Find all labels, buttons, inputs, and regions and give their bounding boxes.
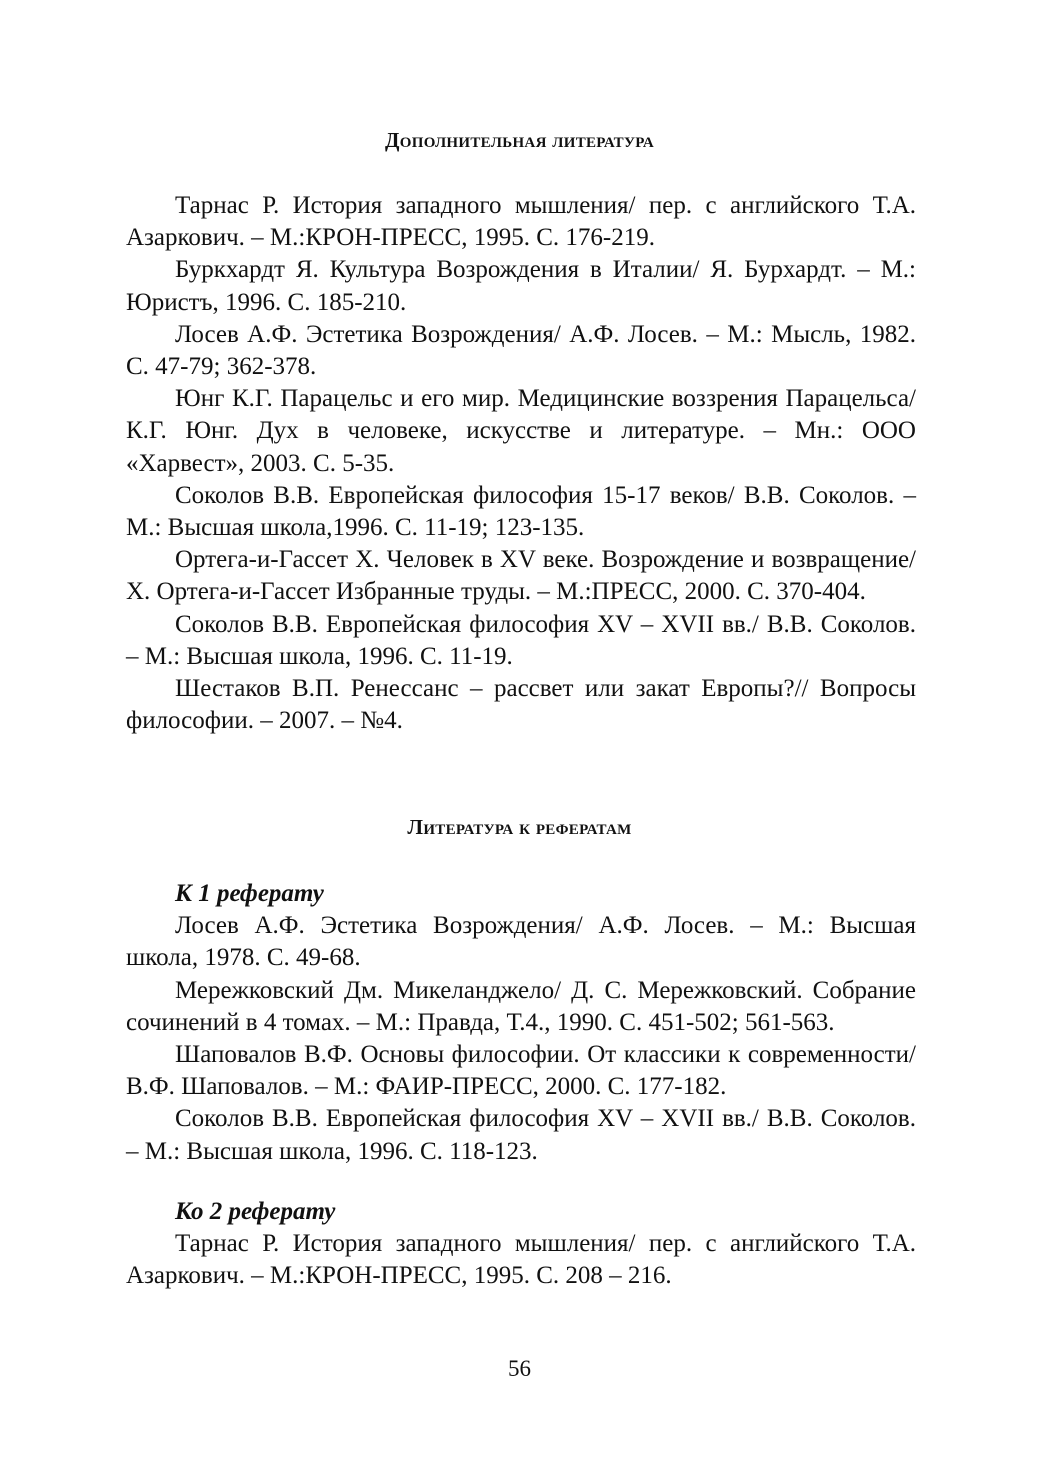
bibliography-entry: Тарнас Р. История западного мышления/ пер. с английского Т.А. Азаркович. – М.:КРОН-ПРЕСС, 1995. С. 176-219. xyxy=(126,192,916,252)
additional-literature-list xyxy=(126,190,916,737)
essay-1-subheading: К 1 реферату xyxy=(175,880,324,907)
page-number: 56 xyxy=(508,1356,531,1381)
bibliography-entry: Соколов В.В. Европейская философия XV – XVII вв./ В.В. Соколов. – М.: Высшая школа, 1996. С. 118-123. xyxy=(126,1105,916,1165)
group-spacer xyxy=(126,1168,916,1196)
bibliography-entry: Шаповалов В.Ф. Основы философии. От классики к современности/ В.Ф. Шаповалов. – М.: ФАИР-ПРЕСС, 2000. С. 177-182. xyxy=(126,1041,916,1101)
bibliography-entry: Соколов В.В. Европейская философия 15-17 веков/ В.В. Соколов. – М.: Высшая школа,1996. С. 11-19; 123-135. xyxy=(126,481,916,542)
section-title-additional-literature: Дополнительная литература xyxy=(385,128,654,152)
bibliography-entry: Тарнас Р. История западного мышления/ пер. с английского Т.А. Азаркович. – М.:КРОН-ПРЕСС, 1995. С. 208 – 216. xyxy=(126,1230,916,1290)
bibliography-entry: Буркхардт Я. Культура Возрождения в Италии/ Я. Бурхардт. – М.: Юристъ, 1996. С. 185-210. xyxy=(126,256,916,316)
bibliography-entry: Шестаков В.П. Ренессанс – рассвет или закат Европы?// Вопросы философии. – 2007. – №4. xyxy=(126,675,916,735)
essay-2-subheading: Ко 2 реферату xyxy=(175,1197,336,1225)
bibliography-entry: Лосев А.Ф. Эстетика Возрождения/ А.Ф. Лосев. – М.: Высшая школа, 1978. С. 49-68. xyxy=(126,912,916,972)
bibliography-entry: Соколов В.В. Европейская философия XV – XVII вв./ В.В. Соколов. – М.: Высшая школа, 1996. С. 11-19. xyxy=(126,610,916,670)
bibliography-entry: Мережковский Дм. Микеланджело/ Д. С. Мережковский. Собрание сочинений в 4 томах. – М.: Правда, Т.4., 1990. С. 451-502; 561-563. xyxy=(126,976,916,1036)
section-title-essay-literature: Литература к рефератам xyxy=(407,815,632,839)
bibliography-entry: Юнг К.Г. Парацельс и его мир. Медицинские воззрения Парацельса/ К.Г. Юнг. Дух в человеке, искусстве и литературе. – Мн.: ООО «Харвест», 2003. С. 5-35. xyxy=(126,385,916,477)
bibliography-entry: Лосев А.Ф. Эстетика Возрождения/ А.Ф. Лосев. – М.: Мысль, 1982. С. 47-79; 362-378. xyxy=(126,320,916,381)
bibliography-entry: Ортега-и-Гассет Х. Человек в XV веке. Возрождение и возвращение/ Х. Ортега-и-Гассет Избранные труды. – М.:ПРЕСС, 2000. С. 370-404. xyxy=(126,546,916,606)
essay-literature-list xyxy=(126,878,916,1292)
